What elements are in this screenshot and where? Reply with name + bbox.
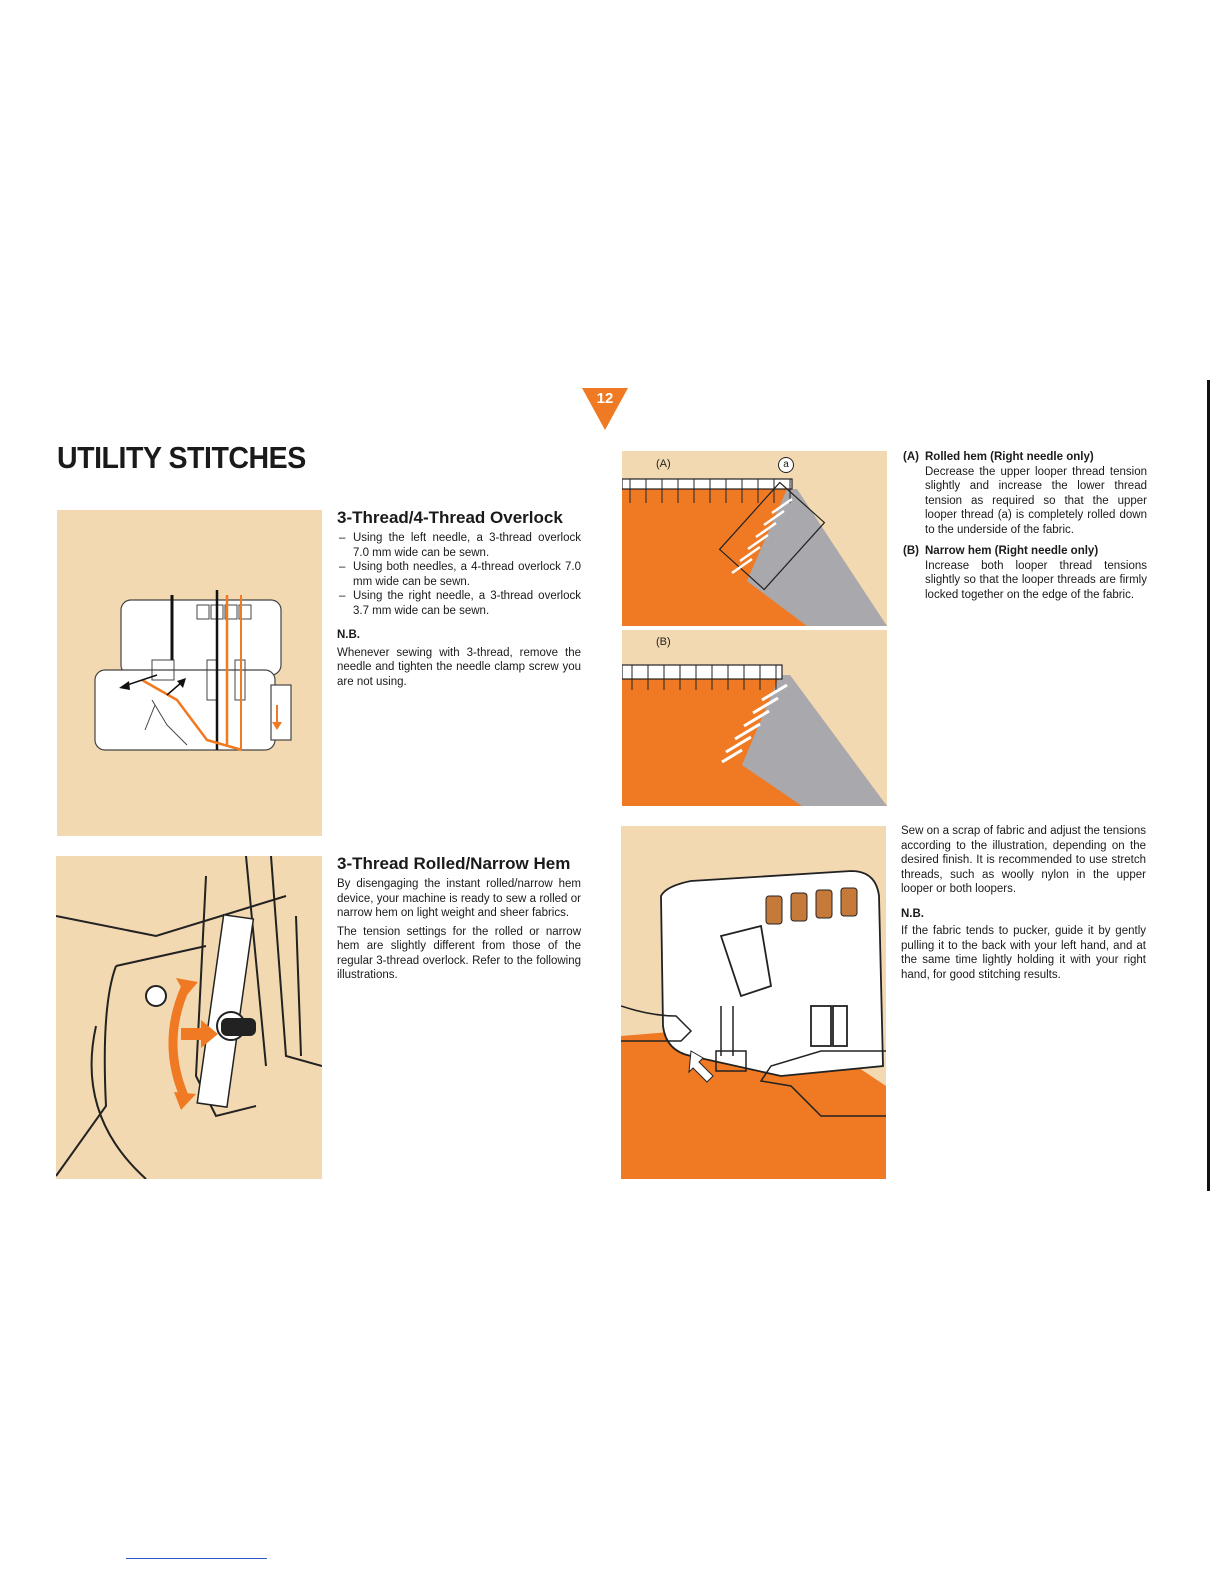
rolled-hem-description: Decrease the upper looper thread tension slightly and increase the lower thread tension as required so that the upper looper thread (a) is completely rolled down to the underside of the fabric. xyxy=(925,465,1147,536)
narrow-hem-label: (B) xyxy=(903,545,919,557)
list-item: – Using both needles, a 4-thread overlock 7.0 mm wide can be sewn. xyxy=(337,560,581,589)
rolled-hem-stitch-illustration xyxy=(622,451,887,626)
page-number: 12 xyxy=(596,390,614,407)
figure-label-b: (B) xyxy=(656,636,671,648)
rolled-hem-lever-illustration xyxy=(56,856,322,1179)
rolled-hem-title: Rolled hem (Right needle only) xyxy=(925,451,1094,463)
sewing-nb-label: N.B. xyxy=(901,907,924,920)
page-title: UTILITY STITCHES xyxy=(57,440,306,475)
rolled-hem-heading xyxy=(903,450,1147,465)
rolled-hem-paragraph-1: By disengaging the instant rolled/narrow hem device, your machine is ready to sew a rolled or narrow hem on light weight and sheer fabrics. xyxy=(337,878,581,919)
hem-settings-text xyxy=(903,450,1147,602)
overlock-section-title: 3-Thread/4-Thread Overlock xyxy=(337,508,563,527)
page-edge-rule xyxy=(1207,380,1210,1191)
rolled-hem-label: (A) xyxy=(903,451,919,463)
rolled-hem-paragraph-2: The tension settings for the rolled or narrow hem are slightly different from those of the regular 3-thread overlock. Refer to the following illustrations. xyxy=(337,925,581,981)
sewing-instructions xyxy=(901,824,1146,985)
overlock-threading-illustration xyxy=(57,510,322,836)
sewing-fabric-illustration xyxy=(621,826,886,1179)
sewing-paragraph: Sew on a scrap of fabric and adjust the tensions according to the illustration, depending on the desired finish. It is recommended to use stretch threads, such as woolly nylon in the upper looper or both loopers. xyxy=(901,825,1146,895)
narrow-hem-heading xyxy=(903,544,1147,559)
overlock-section-body xyxy=(337,531,581,692)
nb-text: Whenever sewing with 3-thread, remove the needle and tighten the needle clamp screw you are not using. xyxy=(337,646,581,688)
rolled-hem-item xyxy=(903,450,1147,537)
narrow-hem-stitch-illustration xyxy=(622,630,887,806)
narrow-hem-description: Increase both looper thread tensions slightly so that the looper threads are firmly locked together on the edge of the fabric. xyxy=(925,559,1147,601)
rolled-hem-section-body xyxy=(337,877,581,986)
overlock-bullet-list xyxy=(337,531,581,618)
sewing-nb-text: If the fabric tends to pucker, guide it by gently pulling it to the back with your left hand, and at the same time lightly holding it with your right hand, for good stitching results. xyxy=(901,925,1146,981)
narrow-hem-title: Narrow hem (Right needle only) xyxy=(925,545,1099,557)
figure-label-a: (A) xyxy=(656,458,671,470)
list-item: – Using the left needle, a 3-thread overlock 7.0 mm wide can be sewn. xyxy=(337,531,581,560)
narrow-hem-item xyxy=(903,544,1147,602)
nb-label: N.B. xyxy=(337,629,360,641)
rolled-hem-section-title: 3-Thread Rolled/Narrow Hem xyxy=(337,854,571,873)
bottom-underline xyxy=(126,1558,267,1559)
thread-a-marker: a xyxy=(778,457,794,473)
list-item: – Using the right needle, a 3-thread overlock 3.7 mm wide can be sewn. xyxy=(337,589,581,618)
